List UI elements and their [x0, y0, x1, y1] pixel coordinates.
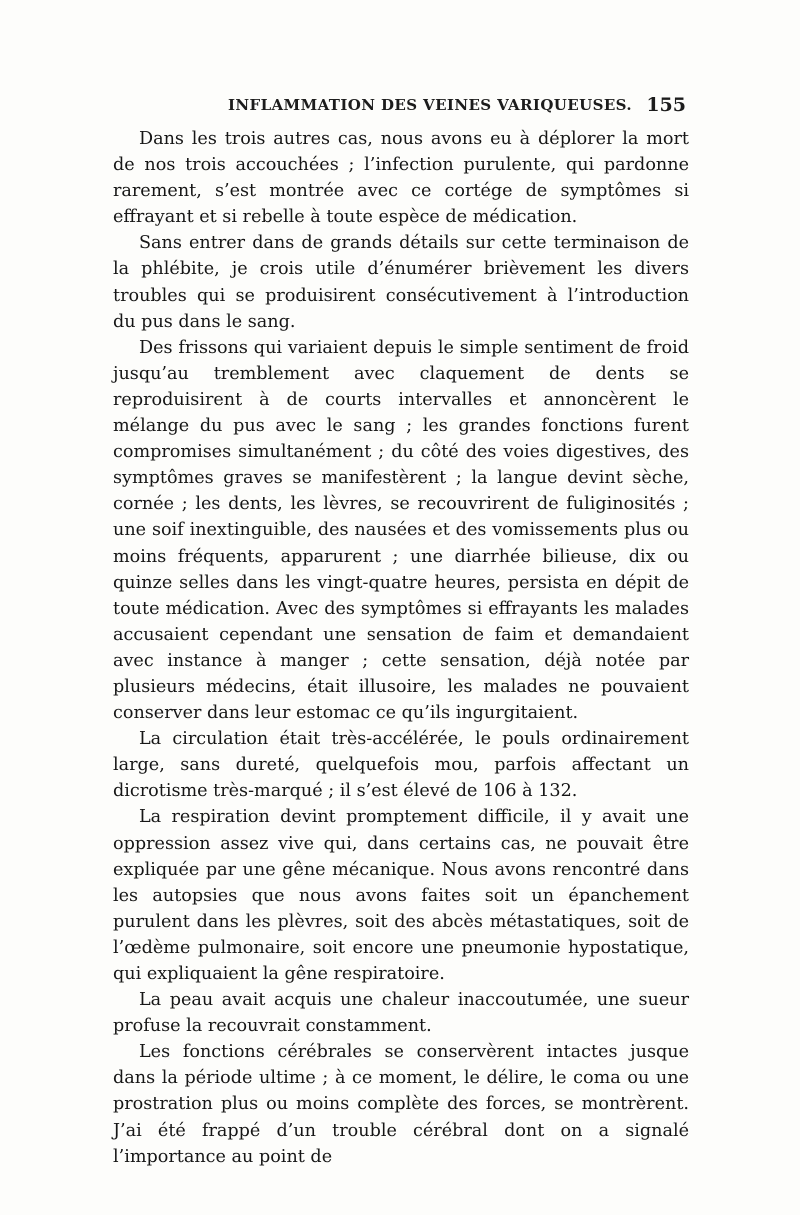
page-number: 155	[646, 94, 686, 116]
paragraph: Les fonctions cérébrales se conservèrent intactes jusque dans la période ultime ; à ce moment, le délire, le coma ou une prostration plus ou moins complète des forces, se montrèrent. J’ai été frappé d’un trouble cérébral dont on a signalé l’importance au point de	[113, 1042, 689, 1167]
paragraph: La respiration devint promptement difficile, il y avait une oppression assez vive qui, dans certains cas, ne pouvait être expliquée par une gêne mécanique. Nous avons rencontré dans les autopsies que nous avons faites soit un épanchement purulent dans les plèvres, soit des abcès métastatiques, soit de l’œdème pulmonaire, soit encore une pneumonie hypostatique, qui expliquaient la gêne respiratoire.	[113, 807, 689, 984]
paragraph: La peau avait acquis une chaleur inaccoutumée, une sueur profuse la recouvrait constamment.	[113, 990, 689, 1037]
page-header	[110, 96, 690, 120]
paragraph: Dans les trois autres cas, nous avons eu à déplorer la mort de nos trois accouchées ; l’infection purulente, qui pardonne rarement, s’est montrée avec ce cortége de symptômes si effrayant et si rebelle à toute espèce de médication.	[113, 129, 689, 228]
running-title: INFLAMMATION DES VEINES VARIQUEUSES.	[228, 96, 632, 114]
paragraph: La circulation était très-accélérée, le pouls ordinairement large, sans dureté, quelquefois mou, parfois affectant un dicrotisme très-marqué ; il s’est élevé de 106 à 132.	[113, 729, 689, 802]
body-text	[113, 126, 689, 1170]
paragraph: Des frissons qui variaient depuis le simple sentiment de froid jusqu’au tremblement avec claquement de dents se reproduisirent à de courts intervalles et annoncèrent le mélange du pus avec le sang ; les grandes fonctions furent compromises simultanément ; du côté des voies digestives, des symptômes graves se manifestèrent ; la langue devint sèche, cornée ; les dents, les lèvres, se recouvrirent de fuliginosités ; une soif inextinguible, des nausées et des vomissements plus ou moins fréquents, apparurent ; une diarrhée bilieuse, dix ou quinze selles dans les vingt-quatre heures, persista en dépit de toute médication. Avec des symptômes si effrayants les malades accusaient cependant une sensation de faim et demandaient avec instance à manger ; cette sensation, déjà notée par plusieurs médecins, était illusoire, les malades ne pouvaient conserver dans leur estomac ce qu’ils ingurgitaient.	[113, 337, 689, 724]
paragraph: Sans entrer dans de grands détails sur cette terminaison de la phlébite, je crois utile d’énumérer brièvement les divers troubles qui se produisirent consécutivement à l’introduction du pus dans le sang.	[113, 233, 689, 332]
